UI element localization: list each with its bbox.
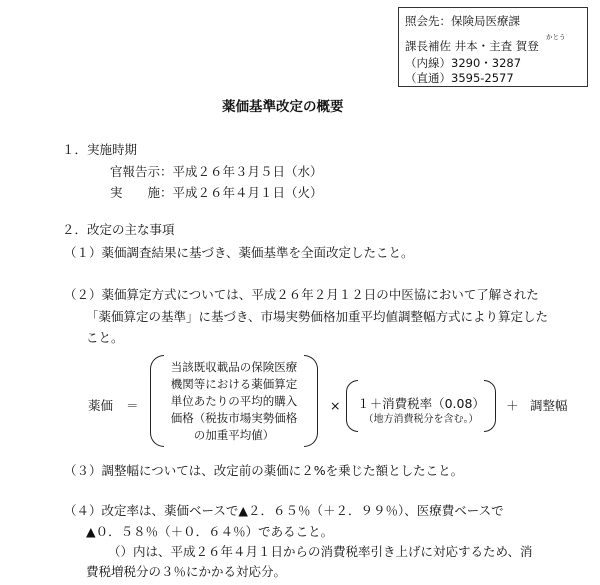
formula-right-paren-2 xyxy=(484,380,496,432)
contact-persons: 課長補佐 井本・主査 賀登 xyxy=(405,39,539,53)
formula-right-paren-1 xyxy=(304,355,318,447)
section2-item2-line3: こと。 xyxy=(86,330,124,345)
formula-box1-line: 単位あたりの平均的購入 xyxy=(170,394,298,408)
section2-item3: （３）調整幅については、改定前の薬価に２%を乗じた額としたこと。 xyxy=(64,463,464,478)
section2-item2-line2: 「薬価算定の基準」に基づき、市場実勢価格加重平均値調整幅方式により算定した xyxy=(86,309,549,324)
page-title: 薬価基準改定の概要 xyxy=(222,99,344,115)
section1-announcement-date: 官報告示：平成２６年３月５日（水） xyxy=(110,164,323,179)
formula-box1-line: 価格（税抜市場実勢価格 xyxy=(170,411,298,425)
section2-item4-note-line1: （）内は、平成２６年４月１日からの消費税率引き上げに対応するため、消 xyxy=(108,544,533,559)
formula-tax-rate: １＋消費税率（0.08） xyxy=(357,396,485,411)
formula-box1-line: 当該既収載品の保険医療 xyxy=(170,360,298,374)
formula-adjustment: 調整幅 xyxy=(530,398,568,413)
formula-drug-price: 薬価 xyxy=(88,398,114,413)
formula-purchase-price xyxy=(158,359,310,444)
contact-box xyxy=(398,7,588,87)
formula-tax-note: （地方消費税分を含む。） xyxy=(363,414,479,425)
formula-box1-line: 機関等における薬価算定 xyxy=(170,377,298,391)
formula-plus: ＋ xyxy=(506,398,519,413)
section2-item2-line1: （２）薬価算定方式については、平成２６年２月１２日の中医協において了解された xyxy=(64,287,539,302)
contact-department: 照会先：保険局医療課 xyxy=(405,14,520,28)
formula-times: × xyxy=(330,398,341,413)
section2-item4-note-line2: 費税増税分の３％にかかる対応分。 xyxy=(86,564,287,579)
section2-item4-line2: ▲０．５８％（＋０．６４％）であること。 xyxy=(86,524,334,539)
formula-equals: ＝ xyxy=(126,398,139,413)
section1-effective-date: 実 施：平成２６年４月１日（火） xyxy=(110,185,323,200)
section1-heading: １．実施時期 xyxy=(62,142,138,157)
section2-item1: （１）薬価調査結果に基づき、薬価基準を全面改定したこと。 xyxy=(64,245,414,260)
contact-direct: （直通）3595-2577 xyxy=(405,71,514,85)
contact-furigana: かとう xyxy=(546,33,566,41)
section2-heading: ２．改定の主な事項 xyxy=(62,222,175,237)
contact-extension: （内線）3290・3287 xyxy=(405,56,522,70)
formula-box1-line: の加重平均値） xyxy=(193,428,275,442)
section2-item4-line1: （４）改定率は、薬価ベースで▲２．６５％（＋２．９９％）、医療費ベースで xyxy=(64,503,504,518)
